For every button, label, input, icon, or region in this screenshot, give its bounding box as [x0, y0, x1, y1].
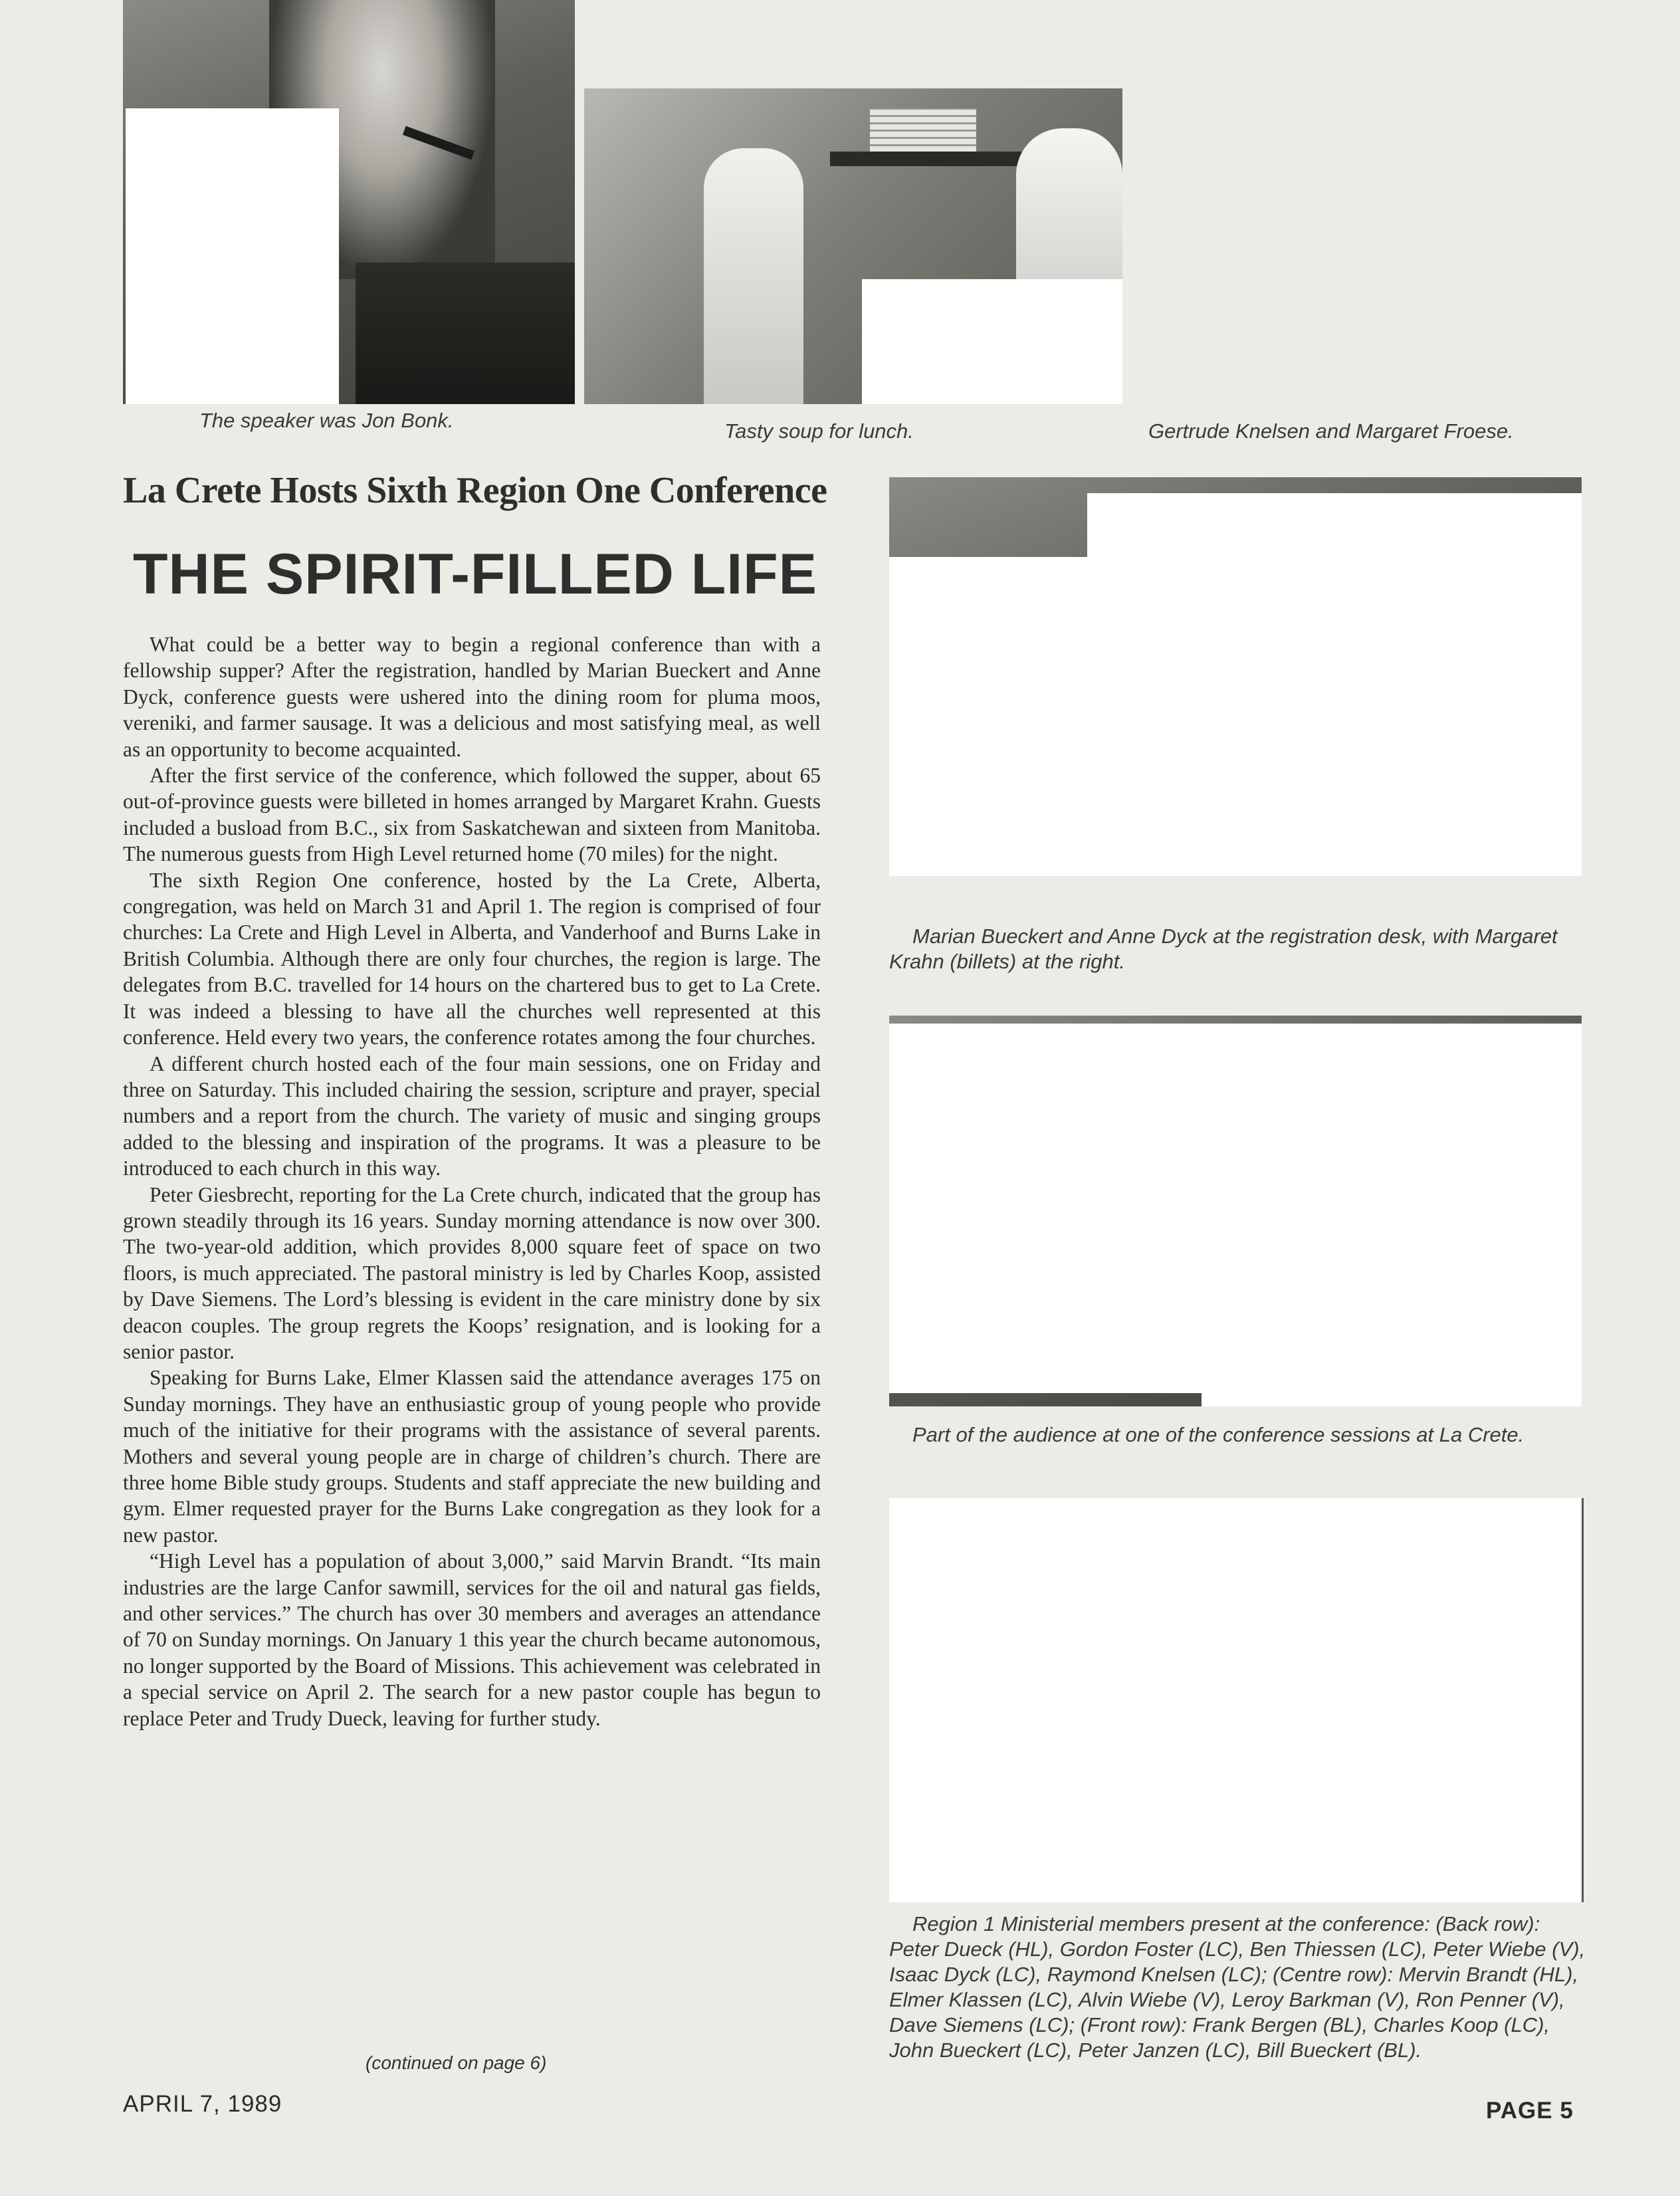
paragraph: After the first service of the conference, which followed the supper, about 65 out-of-province guests were billeted in homes arranged by Margaret Krahn. Guests included a busload from B.C., six from Saskatchewan and sixteen from Manitoba. The numerous guests from High Level returned home (70 miles) for the night. — [123, 764, 821, 866]
article-body — [123, 631, 821, 1731]
photo-speaker — [123, 0, 575, 404]
paragraph: The sixth Region One conference, hosted by the La Crete, Alberta, congregation, was held on March 31 and April 1. The region is comprised of four churches: La Crete and High Level in Alberta, and Vanderhoof and Burns Lake in British Columbia. Although there are only four churches, the region is large. The delegates from B.C. travelled for 14 hours on the chartered bus to get to La Crete. It was indeed a blessing to have all the churches well represented at this conference. Held every two years, the conference rotates among the four churches. — [123, 868, 821, 1049]
paragraph: Peter Giesbrecht, reporting for the La Crete church, indicated that the group has grown steadily through its 16 years. Sunday morning attendance is now over 300. The two-year-old addition, which provides 8,000 square feet of space on two floors, is much appreciated. The pastoral ministry is led by Charles Koop, assisted by Dave Siemens. The Lord’s blessing is evident in the care ministry done by six deacon couples. The group regrets the Koops’ resignation, and is looking for a senior pastor. — [123, 1182, 821, 1363]
continued-note: (continued on page 6) — [366, 2052, 547, 2073]
page-number: PAGE 5 — [1486, 2098, 1574, 2124]
redacted-area — [126, 108, 339, 404]
redacted-area — [889, 1024, 1582, 1393]
paragraph: What could be a better way to begin a regional conference than with a fellowship supper? After the registration, handled by Marian Bueckert and Anne Dyck, conference guests were ushered into the dining room for pluma moos, vereniki, and farmer sausage. It was a delicious and most satisfying meal, as well as an opportunity to become acquainted. — [123, 633, 821, 761]
redacted-area — [1202, 1393, 1582, 1406]
photo-registration — [889, 477, 1582, 876]
caption-audience: Part of the audience at one of the conference sessions at La Crete. — [912, 1423, 1524, 1446]
caption-soup: Tasty soup for lunch. — [724, 419, 914, 443]
server-figure — [704, 148, 803, 404]
paragraph: Speaking for Burns Lake, Elmer Klassen said the attendance averages 175 on Sunday mornings. They have an enthusiastic group of young people who provide much of the initiative for their programs with the assistance of several parents. Mothers and several young people are in charge of children’s church. There are three home Bible study groups. Students and staff appreciate the new building and gym. Elmer requested prayer for the Burns Lake congregation as they look for a new pastor. — [123, 1366, 821, 1547]
server-figure-right — [1016, 128, 1122, 301]
redacted-area — [593, 0, 1680, 88]
dishes — [870, 108, 976, 152]
article-title: THE SPIRIT-FILLED LIFE — [132, 542, 818, 606]
photo-audience — [889, 1016, 1582, 1406]
caption-speaker: The speaker was Jon Bonk. — [199, 409, 454, 432]
redacted-area — [889, 557, 1087, 876]
caption-gertrude: Gertrude Knelsen and Margaret Froese. — [1148, 419, 1514, 443]
photo-ministerial — [889, 1498, 1584, 1902]
caption-ministerial: Region 1 Ministerial members present at the conference: (Back row): Peter Dueck (HL), Gordon Foster (LC), Ben Thiessen (LC), Peter Wiebe (V), Isaac Dyck (LC), Raymond Knelsen (LC); (Centre row): Mervin Brandt (HL), Elmer Klassen (LC), Alvin Wiebe (V), Leroy Barkman (V), Ron Penner (V), Dave Siemens (LC); (Front row): Frank Bergen (BL), Charles Koop (LC), John Bueckert (LC), Peter Janzen (LC), Bill Bueckert (BL). — [889, 1912, 1586, 2062]
paragraph: “High Level has a population of about 3,000,” said Marvin Brandt. “Its main industries are the large Canfor sawmill, services for the oil and natural gas fields, and other services.” The church has over 30 members and averages an attendance of 70 on Sunday mornings. On January 1 this year the church became autonomous, no longer supported by the Board of Missions. This achievement was celebrated in a special service on April 2. The search for a new pastor couple has begun to replace Peter and Trudy Dueck, leaving for further study. — [123, 1549, 821, 1730]
article-kicker: La Crete Hosts Sixth Region One Conference — [123, 470, 827, 511]
shelf — [830, 152, 1023, 166]
caption-registration: Marian Bueckert and Anne Dyck at the registration desk, with Margaret Krahn (billets) at the right. — [889, 925, 1558, 973]
redacted-area — [1087, 493, 1582, 876]
paragraph: A different church hosted each of the four main sessions, one on Friday and three on Saturday. This included chairing the session, scripture and prayer, special numbers and a report from the church. The variety of music and singing groups added to the blessing and inspiration of the programs. It was a pleasure to be introduced to each church in this way. — [123, 1051, 821, 1180]
issue-date: APRIL 7, 1989 — [123, 2091, 282, 2117]
redacted-area — [862, 279, 1122, 404]
podium — [356, 263, 575, 404]
